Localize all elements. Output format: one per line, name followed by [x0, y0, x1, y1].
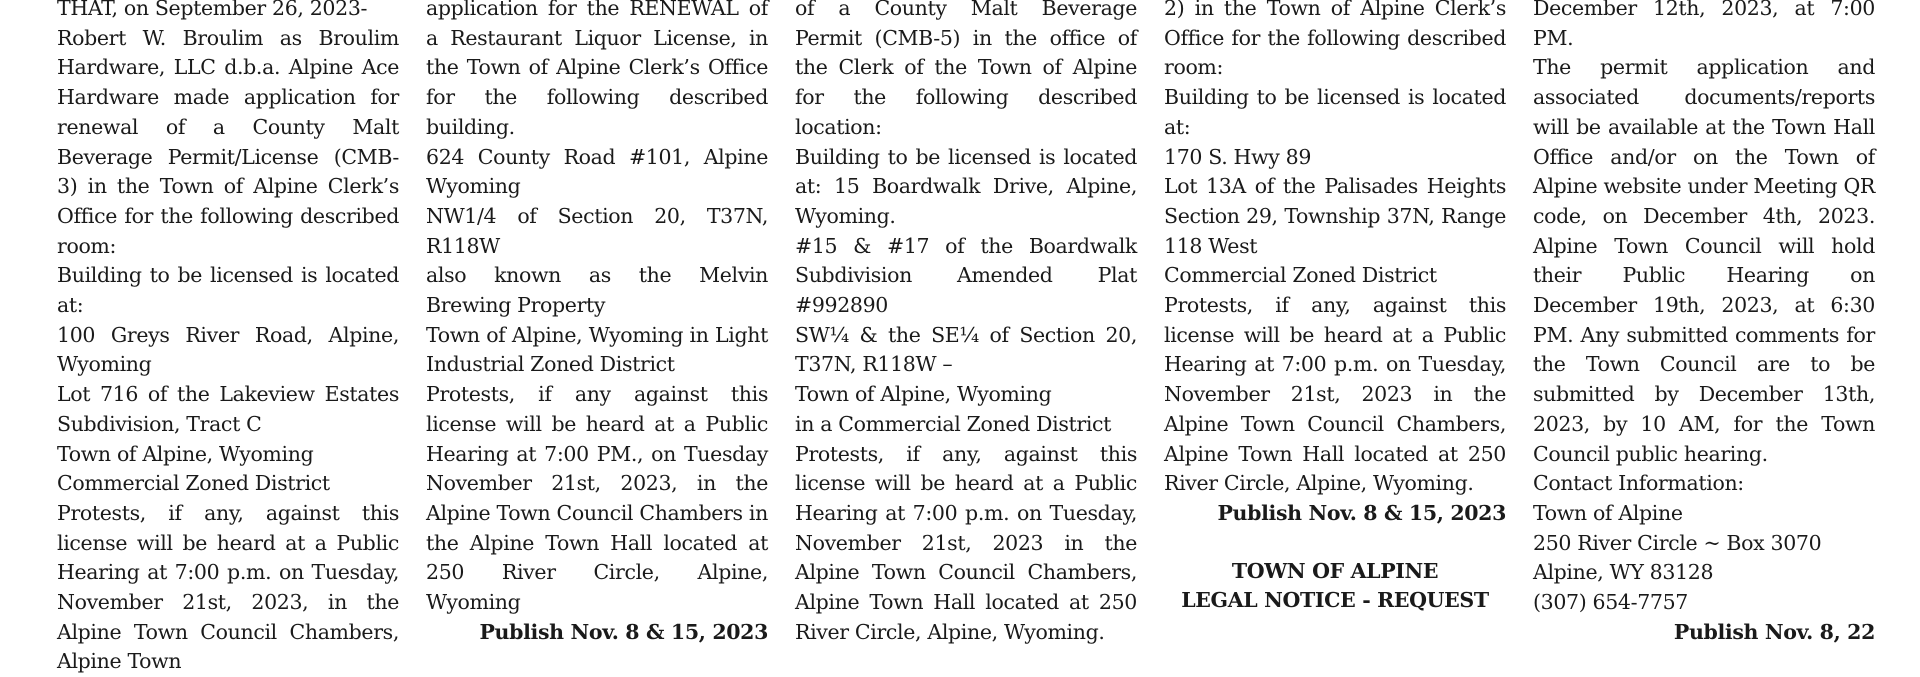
notice-legal-description: Lot 716 of the Lakeview Estates Subdivision, Tract C [57, 382, 399, 436]
publish-dates: Publish Nov. 8 & 15, 2023 [1217, 500, 1506, 525]
notice-paragraph: Building to be licensed is located at: [1164, 85, 1506, 139]
publish-dates: Publish Nov. 8 & 15, 2023 [479, 619, 768, 644]
contact-address: 250 River Circle ~ Box 3070 [1533, 530, 1822, 555]
notice-paragraph: also known as the Melvin Brewing Property [426, 263, 768, 318]
notice-legal-description: NW1/4 of Section 20, T37N, R118W [426, 203, 768, 258]
notice-zone: in a Commercial Zoned District [795, 411, 1112, 436]
column-4 [1164, 0, 1506, 616]
notice-paragraph: THAT, on September 26, 2023- [57, 0, 368, 20]
notice-address: 100 Greys River Road, Alpine, Wyoming [57, 322, 399, 377]
contact-heading: Contact Information: [1533, 471, 1744, 496]
notice-address: Building to be licensed is located at: 15 Boardwalk Drive, Alpine, Wyoming. [795, 144, 1137, 228]
notice-town: Town of Alpine, Wyoming [795, 382, 1052, 407]
notice-protest-text: Protests, if any, against this license will be heard at a Public Hearing at 7:00 p.m. on Tuesday, November 21st, 2023, in the Alpine Town Council Chambers, Alpine Town [57, 500, 399, 674]
notice-address: 624 County Road #101, Alpine Wyoming [426, 144, 768, 199]
notice-paragraph: of a County Malt Beverage Permit (CMB-5) in the office of the Clerk of the Town of Alpine for the following described location: [795, 0, 1137, 139]
notice-zone: Town of Alpine, Wyoming in Light Industrial Zoned District [426, 322, 768, 377]
notice-legal-description: Lot 13A of the Palisades Heights Section 29, Township 37N, Range 118 West [1164, 174, 1506, 258]
column-2 [426, 0, 768, 647]
notice-protest-text: Protests, if any against this license will be heard at a Public Hearing at 7:00 PM., on Tuesday November 21st, 2023, in the Alpine Town Council Chambers in the Alpine Town Hall located at 250 River Circle, Alpine, Wyoming [426, 382, 768, 615]
notice-paragraph: application for the RENEWAL of a Restaurant Liquor License, in the Town of Alpine Clerk’s Office for the following described building. [426, 0, 768, 139]
notice-heading: TOWN OF ALPINE [1231, 558, 1439, 583]
notice-protest-text: Protests, if any, against this license will be heard at a Public Hearing at 7:00 p.m. on Tuesday, November 21st, 2023 in the Alpine Town Council Chambers, Alpine Town Hall located at 250 River Circle, Alpine, Wyoming. [795, 441, 1137, 644]
notice-paragraph: 2) in the Town of Alpine Clerk’s Office for the following described room: [1164, 0, 1506, 80]
notice-zone: Commercial Zoned District [1164, 263, 1437, 288]
notice-spacer [1164, 529, 1506, 557]
notice-legal-description: SW¼ & the SE¼ of Section 20, T37N, R118W – [795, 322, 1137, 377]
column-5 [1533, 0, 1875, 647]
notice-paragraph: Robert W. Broulim as Broulim Hardware, LLC d.b.a. Alpine Ace Hardware made application for renewal of a County Malt Beverage Permit/License (CMB-3) in the Town of Alpine Clerk’s Office for the following described room: [57, 25, 399, 258]
column-3 [795, 0, 1137, 647]
notice-town: Town of Alpine, Wyoming [57, 441, 314, 466]
contact-name: Town of Alpine [1533, 500, 1683, 525]
notice-protest-text: Protests, if any, against this license will be heard at a Public Hearing at 7:00 p.m. on Tuesday, November 21st, 2023 in the Alpine Town Council Chambers, Alpine Town Hall located at 250 River Circle, Alpine, Wyoming. [1164, 293, 1506, 496]
notice-paragraph: The permit application and associated documents/reports will be available at the Town Hall Office and/or on the Town of Alpine website under Meeting QR code, on December 4th, 2023. Alpine Town Council will hold their Public Hearing on December 19th, 2023, at 6:30 PM. Any submitted comments for the Town Council are to be submitted by December 13th, 2023, by 10 AM, for the Town Council public hearing. [1533, 55, 1875, 466]
publish-dates: Publish Nov. 8, 22 [1673, 619, 1875, 644]
notice-legal-description: #15 & #17 of the Boardwalk Subdivision Amended Plat #992890 [795, 233, 1137, 318]
contact-phone: (307) 654-7757 [1533, 590, 1688, 615]
notice-zone: Commercial Zoned District [57, 471, 330, 496]
contact-city: Alpine, WY 83128 [1533, 560, 1714, 585]
notice-paragraph: Building to be licensed is located at: [57, 263, 399, 318]
column-1 [57, 0, 399, 677]
notice-heading: LEGAL NOTICE - REQUEST [1181, 588, 1489, 613]
notice-paragraph: December 12th, 2023, at 7:00 PM. [1533, 0, 1875, 50]
notice-address: 170 S. Hwy 89 [1164, 144, 1312, 169]
